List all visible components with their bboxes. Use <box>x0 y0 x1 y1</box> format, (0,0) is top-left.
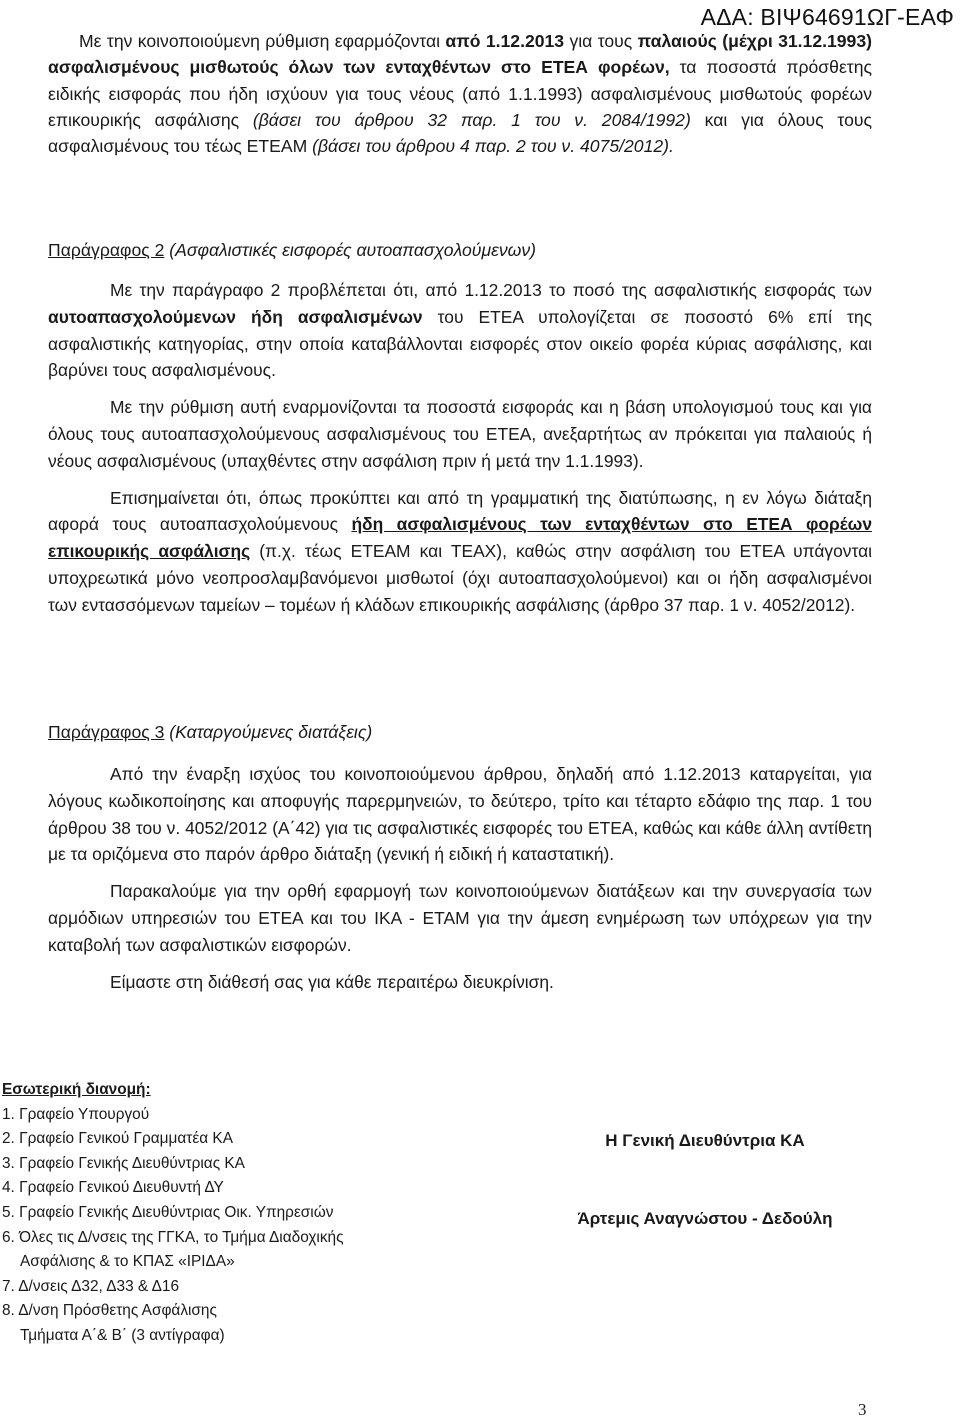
ada-code: ΑΔΑ: ΒΙΨ64691ΩΓ-ΕΑΦ <box>700 4 954 30</box>
distribution-list <box>2 1078 344 1349</box>
section-2-label: Παράγραφος 2 <box>48 240 165 260</box>
distribution-title: Εσωτερική διανομή: <box>2 1081 151 1098</box>
paragraph-intro: Με την κοινοποιούμενη ρύθμιση εφαρμόζονται από 1.12.2013 για τους παλαιούς (μέχρι 31.12.1993) ασφαλισμένους μισθωτούς όλων των ενταχθέντων στο ΕΤΕΑ φορέων, τα ποσοστά πρόσθετης ειδικής εισφοράς που ήδη ισχύουν για τους νέους (από 1.1.1993) ασφαλισμένους μισθωτούς φορέων επικουρικής ασφάλισης (βάσει του άρθρου 32 παρ. 1 του ν. 2084/1992) και για όλους τους ασφαλισμένους του τέως ΕΤΕΑΜ (βάσει του άρθρου 4 παρ. 2 του ν. 4075/2012). <box>48 31 873 157</box>
section-3-heading <box>48 722 372 743</box>
section-3-paragraph-2: Παρακαλούμε για την ορθή εφαρμογή των κοινοποιούμενων διατάξεων και την συνεργασία των αρμόδιων υπηρεσιών του ΕΤΕΑ και του ΙΚΑ - ΕΤΑΜ για την άμεση ενημέρωση των υπόχρεων για την καταβολή των ασφαλιστικών εισφορών. <box>48 881 872 955</box>
page-number: 3 <box>858 1400 867 1419</box>
list-item: 1. Γραφείο Υπουργού <box>2 1105 150 1123</box>
section-3-subtitle: (Καταργούμενες διατάξεις) <box>164 722 373 742</box>
signature-name: Άρτεμις Αναγνώστου - Δεδούλη <box>577 1209 833 1228</box>
section-3-label: Παράγραφος 3 <box>48 722 165 742</box>
list-item: 6. Όλες τις Δ/νσεις της ΓΓΚΑ, το Τμήμα Διαδοχικής <box>2 1228 344 1246</box>
list-item: 3. Γραφείο Γενικής Διευθύντριας ΚΑ <box>2 1154 245 1172</box>
section-2-body <box>48 277 872 619</box>
section-2-paragraph-2: Με την ρύθμιση αυτή εναρμονίζονται τα ποσοστά εισφοράς και η βάση υπολογισμού τους και για όλους τους αυτοαπασχολούμενους ασφαλισμένους του ΕΤΕΑ, ανεξαρτήτως αν πρόκειται για παλαιούς ή νέους ασφαλισμένους (υπαχθέντες στην ασφάλιση πριν ή μετά την 1.1.1993). <box>48 397 872 471</box>
section-2-paragraph-3: Επισημαίνεται ότι, όπως προκύπτει και από τη γραμματική της διατύπωσης, η εν λόγω διάταξη αφορά τους αυτοαπασχολούμενους ήδη ασφαλισμένους των ενταχθέντων στο ΕΤΕΑ φορέων επικουρικής ασφάλισης (π.χ. τέως ΕΤΕΑΜ και ΤΕΑΧ), καθώς στην ασφάλιση του ΕΤΕΑ υπάγονται υποχρεωτικά μόνο νεοπροσλαμβανόμενοι μισθωτοί (όχι αυτοαπασχολούμενοι) και οι ήδη ασφαλισμένοι των εντασσόμενων ταμείων – τομέων ή κλάδων επικουρικής ασφάλισης (άρθρο 37 παρ. 1 ν. 4052/2012). <box>48 487 872 615</box>
section-3-body <box>48 761 872 995</box>
section-2-paragraph-1: Με την παράγραφο 2 προβλέπεται ότι, από 1.12.2013 το ποσό της ασφαλιστικής εισφοράς των αυτοαπασχολούμενων ήδη ασφαλισμένων του ΕΤΕΑ υπολογίζεται σε ποσοστό 6% επί της ασφαλιστικής κατηγορίας, στην οποία καταβάλλονται εισφορές στον οικείο φορέα κύριας ασφάλισης, και βαρύνει τους ασφαλισμένους. <box>48 280 872 381</box>
list-item: 5. Γραφείο Γενικής Διευθύντριας Οικ. Υπηρεσιών <box>2 1203 334 1221</box>
list-item: 8. Δ/νση Πρόσθετης Ασφάλισης <box>2 1302 217 1320</box>
section-3-paragraph-3: Είμαστε στη διάθεσή σας για κάθε περαιτέρω διευκρίνιση. <box>110 971 554 992</box>
list-item: 7. Δ/νσεις Δ32, Δ33 & Δ16 <box>2 1277 180 1295</box>
signature-role: Η Γενική Διευθύντρια ΚΑ <box>605 1131 805 1150</box>
list-item: 4. Γραφείο Γενικού Διευθυντή ΔΥ <box>2 1179 224 1197</box>
section-2-heading <box>48 240 536 261</box>
section-3-paragraph-1: Από την έναρξη ισχύος του κοινοποιούμενου άρθρου, δηλαδή από 1.12.2013 καταργείται, για λόγους κωδικοποίησης και αποφυγής παρερμηνειών, το δεύτερο, τρίτο και τέταρτο εδάφιο της παρ. 1 του άρθρου 38 του ν. 4052/2012 (Α΄42) για τις ασφαλιστικές εισφορές του ΕΤΕΑ, καθώς και κάθε άλλη αντίθετη με τα οριζόμενα στο παρόν άρθρο διάταξη (γενική ή ειδική ή καταστατική). <box>48 764 872 865</box>
list-item: 2. Γραφείο Γενικού Γραμματέα ΚΑ <box>2 1130 233 1148</box>
list-item-continuation: Τμήματα Α΄& Β΄ (3 αντίγραφα) <box>20 1326 225 1344</box>
list-item-continuation: Ασφάλισης & το ΚΠΑΣ «ΙΡΙΔΑ» <box>20 1253 235 1271</box>
section-2-subtitle: (Ασφαλιστικές εισφορές αυτοαπασχολούμενων) <box>164 240 536 260</box>
